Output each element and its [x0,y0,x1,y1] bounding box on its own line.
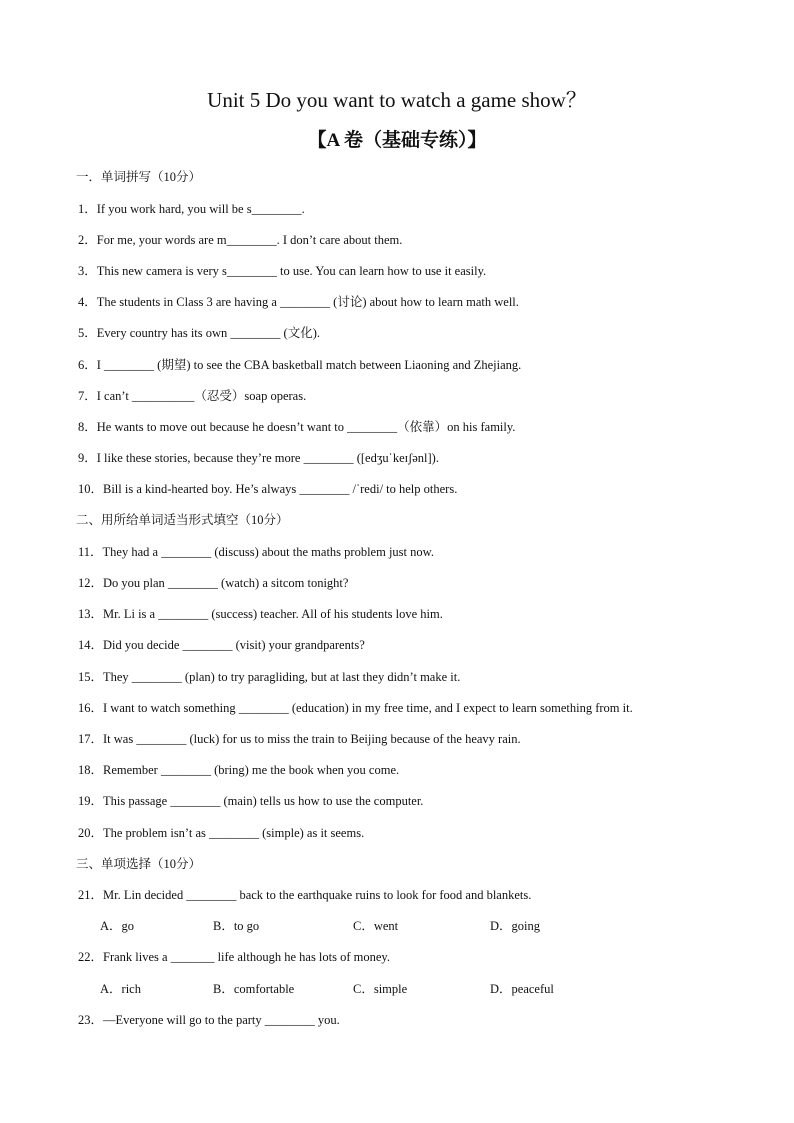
section-3-heading: 三、单项选择（10分） [76,857,202,871]
question-10: 10．Bill is a kind-hearted boy. He’s always ________ /ˈredi/ to help others. [78,482,458,496]
option-b: B．to go [213,919,260,933]
option-d: D．peaceful [490,982,554,996]
question-5: 5．Every country has its own ________ (文化). [78,326,320,340]
question-6: 6．I ________ (期望) to see the CBA basketball match between Liaoning and Zhejiang. [78,358,522,372]
question-12: 12．Do you plan ________ (watch) a sitcom tonight? [78,576,349,590]
section-2-heading: 二、用所给单词适当形式填空（10分） [76,513,289,527]
question-4: 4．The students in Class 3 are having a ________ (讨论) about how to learn math well. [78,295,519,309]
question-21: 21．Mr. Lin decided ________ back to the earthquake ruins to look for food and blankets. [78,888,532,902]
question-8: 8．He wants to move out because he doesn’t want to ________（依靠）on his family. [78,420,516,434]
question-13: 13．Mr. Li is a ________ (success) teacher. All of his students love him. [78,607,443,621]
question-15: 15．They ________ (plan) to try paragliding, but at last they didn’t make it. [78,670,461,684]
option-b: B．comfortable [213,982,295,996]
question-2: 2．For me, your words are m________. I don’t care about them. [78,233,403,247]
option-a: A．go [100,919,135,933]
question-19: 19．This passage ________ (main) tells us how to use the computer. [78,794,424,808]
section-1-heading: 一．单词拼写（10分） [76,170,202,184]
question-20: 20．The problem isn’t as ________ (simple) as it seems. [78,826,365,840]
question-18: 18．Remember ________ (bring) me the book when you come. [78,763,400,777]
question-22: 22．Frank lives a _______ life although he has lots of money. [78,950,390,964]
option-c: C．went [353,919,399,933]
question-23: 23．—Everyone will go to the party ________ you. [78,1013,340,1027]
page-subtitle: 【A 卷（基础专练）】 [307,130,487,151]
question-16: 16．I want to watch something ________ (education) in my free time, and I expect to learn something from it. [78,701,633,715]
question-11: 11．They had a ________ (discuss) about the maths problem just now. [78,545,434,559]
page-title: Unit 5 Do you want to watch a game show？ [207,88,587,112]
question-7: 7．I can’t __________（忍受）soap operas. [78,389,307,403]
question-14: 14．Did you decide ________ (visit) your grandparents? [78,638,365,652]
option-a: A．rich [100,982,141,996]
option-c: C．simple [353,982,408,996]
question-1: 1．If you work hard, you will be s________. [78,202,305,216]
question-9: 9．I like these stories, because they’re more ________ ([edʒuˈkeɪʃənl]). [78,451,439,465]
question-17: 17．It was ________ (luck) for us to miss the train to Beijing because of the heavy rain. [78,732,521,746]
option-d: D．going [490,919,541,933]
question-3: 3．This new camera is very s________ to use. You can learn how to use it easily. [78,264,487,278]
